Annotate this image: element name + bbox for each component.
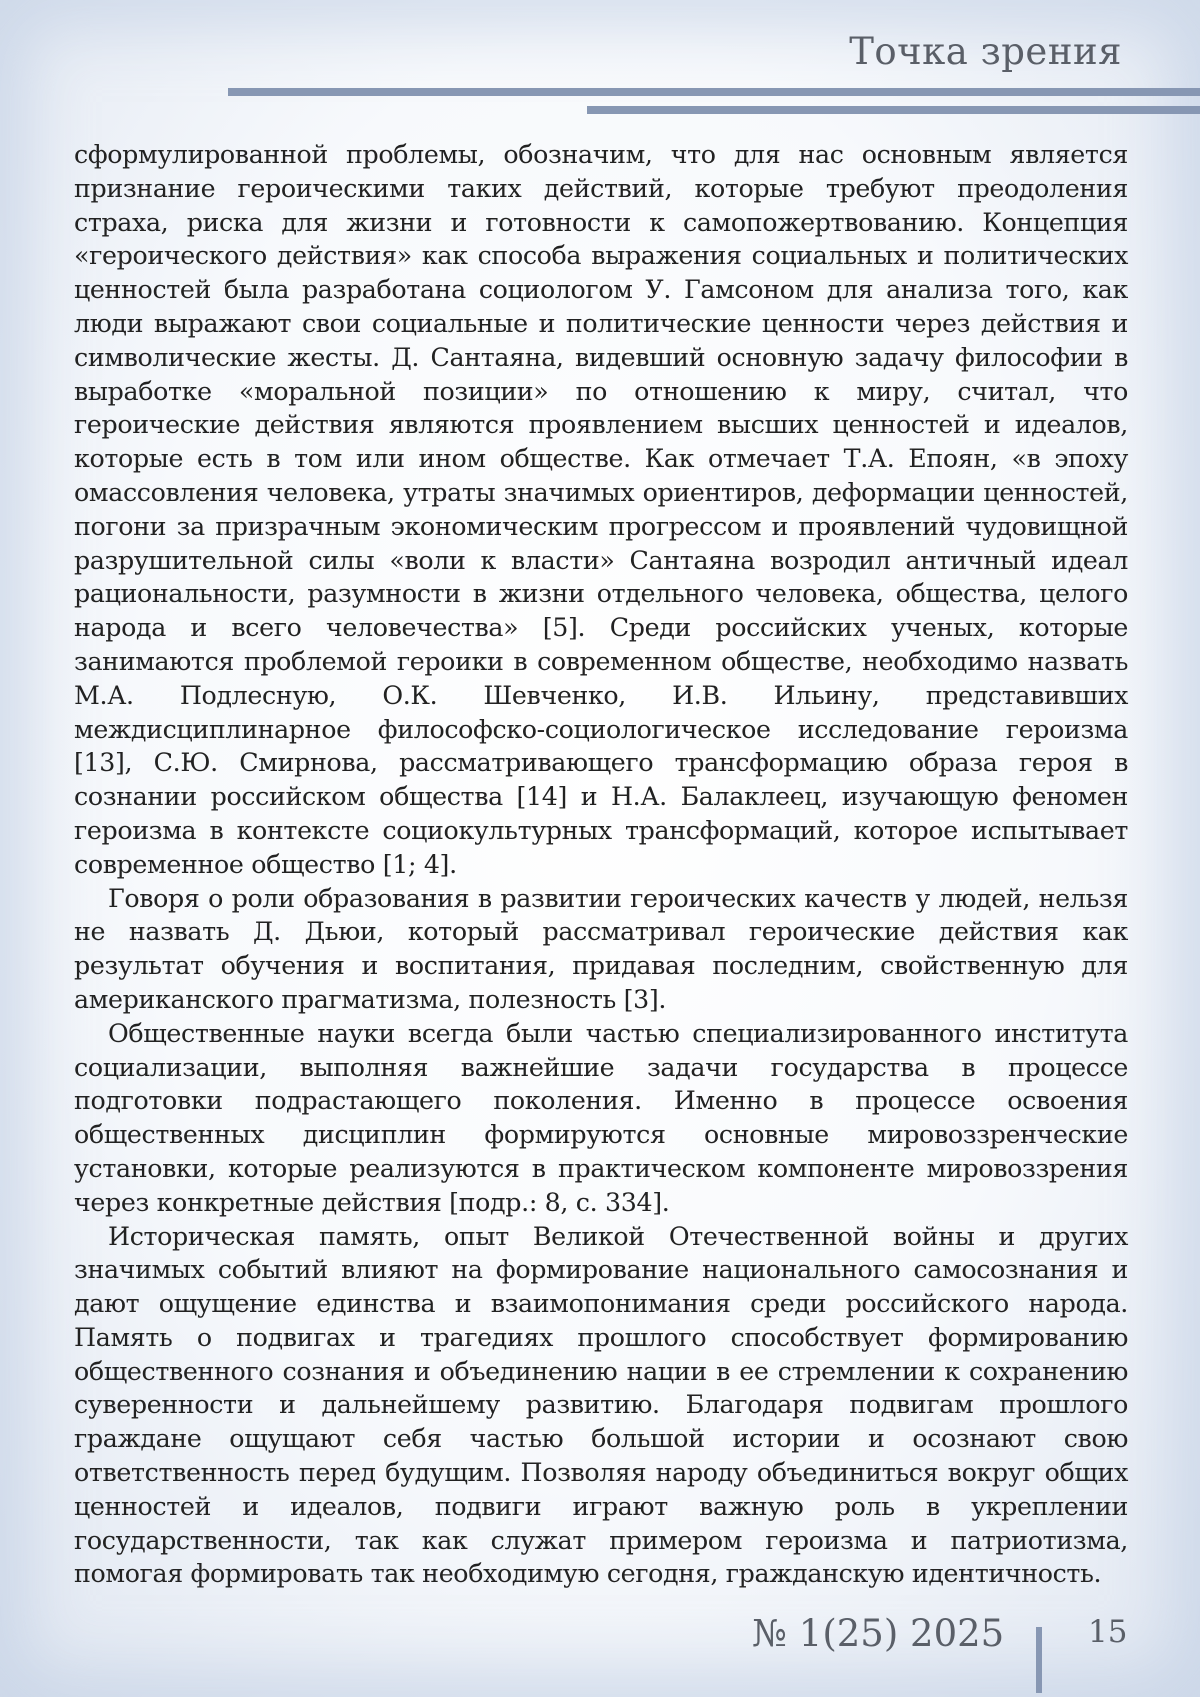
header-rule-upper [228, 88, 1200, 96]
article-paragraph: сформулированной проблемы, обозначим, что для нас основным является признание героическими таких действий, которые требуют преодоления страха, риска для жизни и готовности к самопожертвованию. Концепция «героического действия» как способа выражения социальных и политических ценностей была разработана социологом У. Гамсоном для анализа того, как люди выражают свои социальные и политические ценности через действия и символические жесты. Д. Сантаяна, видевший основную задачу философии в выработке «моральной позиции» по отношению к миру, считал, что героические действия являются проявлением высших ценностей и идеалов, которые есть в том или ином обществе. Как отмечает Т.А. Епоян, «в эпоху омассовления человека, утраты значимых ориентиров, деформации ценностей, погони за призрачным экономическим прогрессом и проявлений чудовищной разрушительной силы «воли к власти» Сантаяна возродил античный идеал рациональности, разумности в жизни отдельного человека, общества, целого народа и всего человечества» [5]. Среди российских ученых, которые занимаются проблемой героики в современном обществе, необходимо назвать М.А. Подлесную, О.К. Шевченко, И.В. Ильину, представивших междисциплинарное философско-социологическое исследование героизма [13], С.Ю. Смирнова, рассматривающего трансформацию образа героя в сознании российском общества [14] и Н.А. Балаклеец, изучающую феномен героизма в контексте социокультурных трансформаций, которое испытывает современное общество [1; 4]. [74, 138, 1128, 882]
article-paragraph: Историческая память, опыт Великой Отечественной войны и других значимых событий влияют на формирование национального самосознания и дают ощущение единства и взаимопонимания среди российского народа. Память о подвигах и трагедиях прошлого способствует формированию общественного сознания и объединению нации в ее стремлении к сохранению суверенности и дальнейшему развитию. Благодаря подвигам прошлого граждане ощущают себя частью большой истории и осознают свою ответственность перед будущим. Позволяя народу объединиться вокруг общих ценностей и идеалов, подвиги играют важную роль в укреплении государственности, так как служат примером героизма и патриотизма, помогая формировать так необходимую сегодня, гражданскую идентичность. [74, 1220, 1128, 1592]
page-number: 15 [1088, 1614, 1127, 1650]
issue-number: № 1(25) 2025 [752, 1612, 1004, 1655]
footer-divider [1036, 1627, 1042, 1693]
article-paragraph: Общественные науки всегда были частью специализированного института социализации, выполняя важнейшие задачи государства в процессе подготовки подрастающего поколения. Именно в процессе освоения общественных дисциплин формируются основные мировоззренческие установки, которые реализуются в практическом компоненте мировоззрения через конкретные действия [подр.: 8, с. 334]. [74, 1017, 1128, 1220]
header-rule-lower [587, 106, 1200, 114]
article-paragraph: Говоря о роли образования в развитии героических качеств у людей, нельзя не назвать Д. Дьюи, который рассматривал героические действия как результат обучения и воспитания, придавая последним, свойственную для американского прагматизма, полезность [3]. [74, 882, 1128, 1017]
journal-page [0, 0, 1200, 1697]
article-body [74, 138, 1128, 1591]
section-title: Точка зрения [849, 30, 1122, 73]
